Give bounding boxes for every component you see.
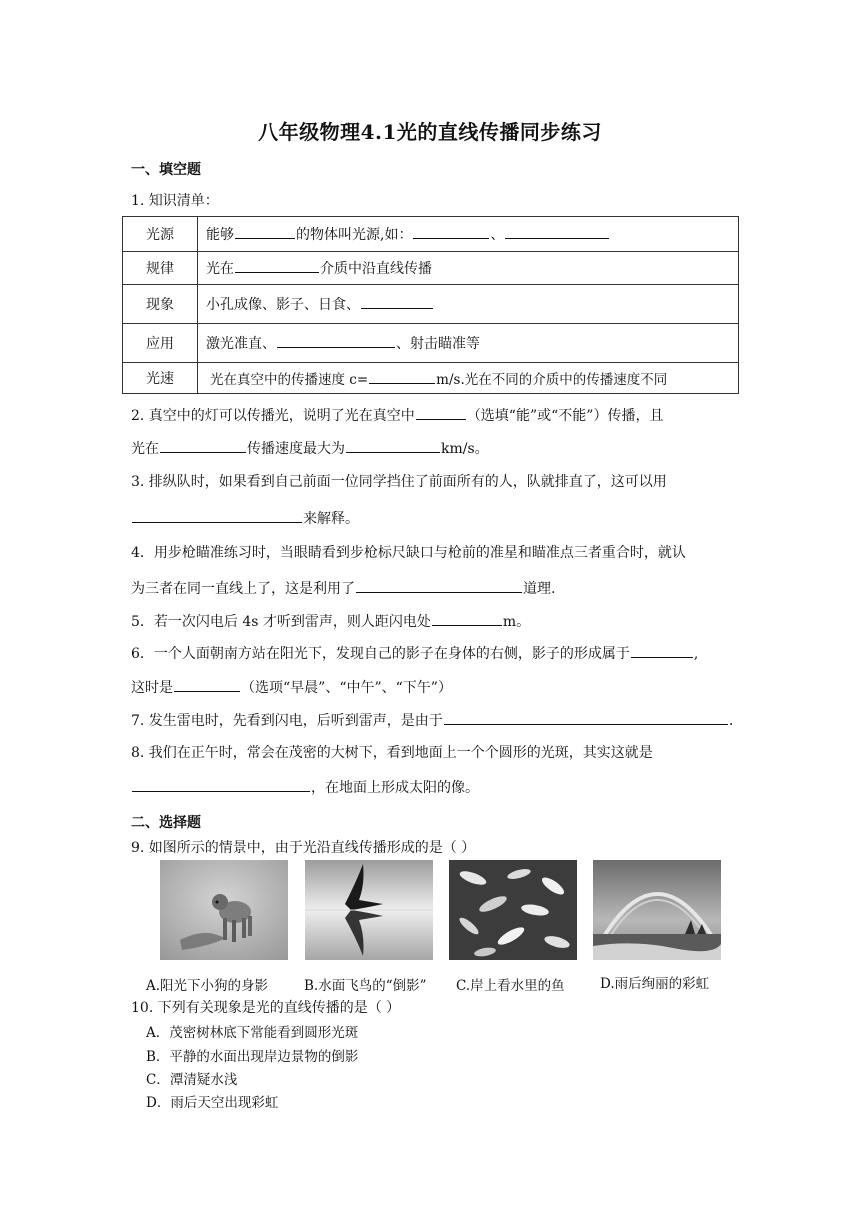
question-6-line-1: 6．一个人面朝南方站在阳光下，发现自己的影子在身体的右侧，影子的形成属于 ,	[131, 643, 698, 664]
table-value-cell: 能够 的物体叫光源,如： 、	[198, 217, 739, 252]
knowledge-table	[122, 216, 739, 394]
question-3-line-1: 3. 排纵队时，如果看到自己前面一位同学挡住了前面所有的人，队就排直了，这可以用	[131, 474, 667, 490]
table-value-cell: 激光准直、 、射击瞄准等	[198, 324, 739, 363]
question-4-line-2: 为三者在同一直线上了，这是利用了 道理.	[131, 578, 555, 599]
option-a-caption: A.阳光下小狗的身影	[146, 978, 269, 994]
table-row	[123, 324, 739, 363]
blank	[369, 369, 435, 384]
blank	[413, 224, 489, 239]
table-key-cell: 现象	[123, 285, 198, 324]
question-8-line-1: 8. 我们在正午时，常会在茂密的大树下，看到地面上一个个圆形的光斑，其实这就是	[131, 745, 653, 761]
question-7: 7. 发生雷电时，先看到闪电，后听到雷声，是由于 .	[131, 710, 733, 731]
blank	[416, 405, 466, 420]
question-6-line-2: 这时是 （选项“早晨”、“中午”、“下午”）	[131, 677, 452, 698]
table-value-cell: 光在 介质中沿直线传播	[198, 252, 739, 285]
option-d-caption: D.雨后绚丽的彩虹	[600, 976, 710, 992]
question-8-line-2: ，在地面上形成太阳的像。	[131, 777, 479, 798]
table-key-cell: 应用	[123, 324, 198, 363]
blank	[361, 294, 433, 309]
blank	[160, 438, 246, 453]
section-fill-in-heading: 一、填空题	[131, 162, 201, 178]
blank	[505, 224, 609, 239]
table-row	[123, 217, 739, 252]
question-3-line-2: 来解释。	[131, 508, 359, 529]
blank	[235, 224, 295, 239]
blank	[132, 777, 310, 792]
question-2-line-2: 光在 传播速度最大为 km/s。	[131, 438, 489, 459]
bird-reflection-photo	[305, 860, 433, 960]
blank	[235, 258, 319, 273]
table-key-cell: 光源	[123, 217, 198, 252]
table-row	[123, 363, 739, 394]
dog-shadow-photo	[160, 860, 288, 960]
table-row	[123, 252, 739, 285]
question-10-option-a: A．茂密树林底下常能看到圆形光斑	[146, 1025, 359, 1041]
blank	[631, 643, 693, 658]
question-1-intro: 1. 知识清单：	[131, 193, 219, 209]
question-10: 10. 下列有关现象是光的直线传播的是（ ）	[131, 1000, 401, 1016]
option-b-caption: B.水面飞鸟的“倒影”	[304, 978, 427, 994]
question-10-option-c: C．潭清疑水浅	[146, 1072, 238, 1088]
blank	[444, 710, 728, 725]
blank	[346, 438, 440, 453]
option-c-caption: C.岸上看水里的鱼	[456, 978, 565, 994]
blank	[174, 677, 240, 692]
blank	[432, 611, 502, 626]
rainbow-photo	[593, 860, 721, 960]
section-choice-heading: 二、选择题	[131, 815, 201, 831]
table-row	[123, 285, 739, 324]
blank	[132, 508, 302, 523]
question-9: 9. 如图所示的情景中，由于光沿直线传播形成的是（ ）	[131, 840, 476, 856]
question-10-option-b: B．平静的水面出现岸边景物的倒影	[146, 1049, 359, 1065]
question-5: 5．若一次闪电后 4s 才听到雷声，则人距闪电处 m。	[131, 611, 530, 632]
question-10-option-d: D．雨后天空出现彩虹	[146, 1095, 279, 1111]
blank	[277, 333, 395, 348]
table-key-cell: 光速	[123, 363, 198, 394]
blank	[356, 578, 522, 593]
table-value-cell: 小孔成像、影子、日食、	[198, 285, 739, 324]
page-title: 八年级物理4.1光的直线传播同步练习	[258, 120, 602, 144]
table-value-cell: 光在真空中的传播速度 c= m/s.光在不同的介质中的传播速度不同	[198, 363, 739, 394]
question-2-line-1: 2. 真空中的灯可以传播光，说明了光在真空中 （选填“能”或“不能”）传播，且	[131, 405, 663, 426]
fish-in-water-photo	[449, 860, 577, 960]
question-4-line-1: 4．用步枪瞄准练习时，当眼睛看到步枪标尺缺口与枪前的准星和瞄准点三者重合时，就认	[131, 545, 686, 561]
table-key-cell: 规律	[123, 252, 198, 285]
